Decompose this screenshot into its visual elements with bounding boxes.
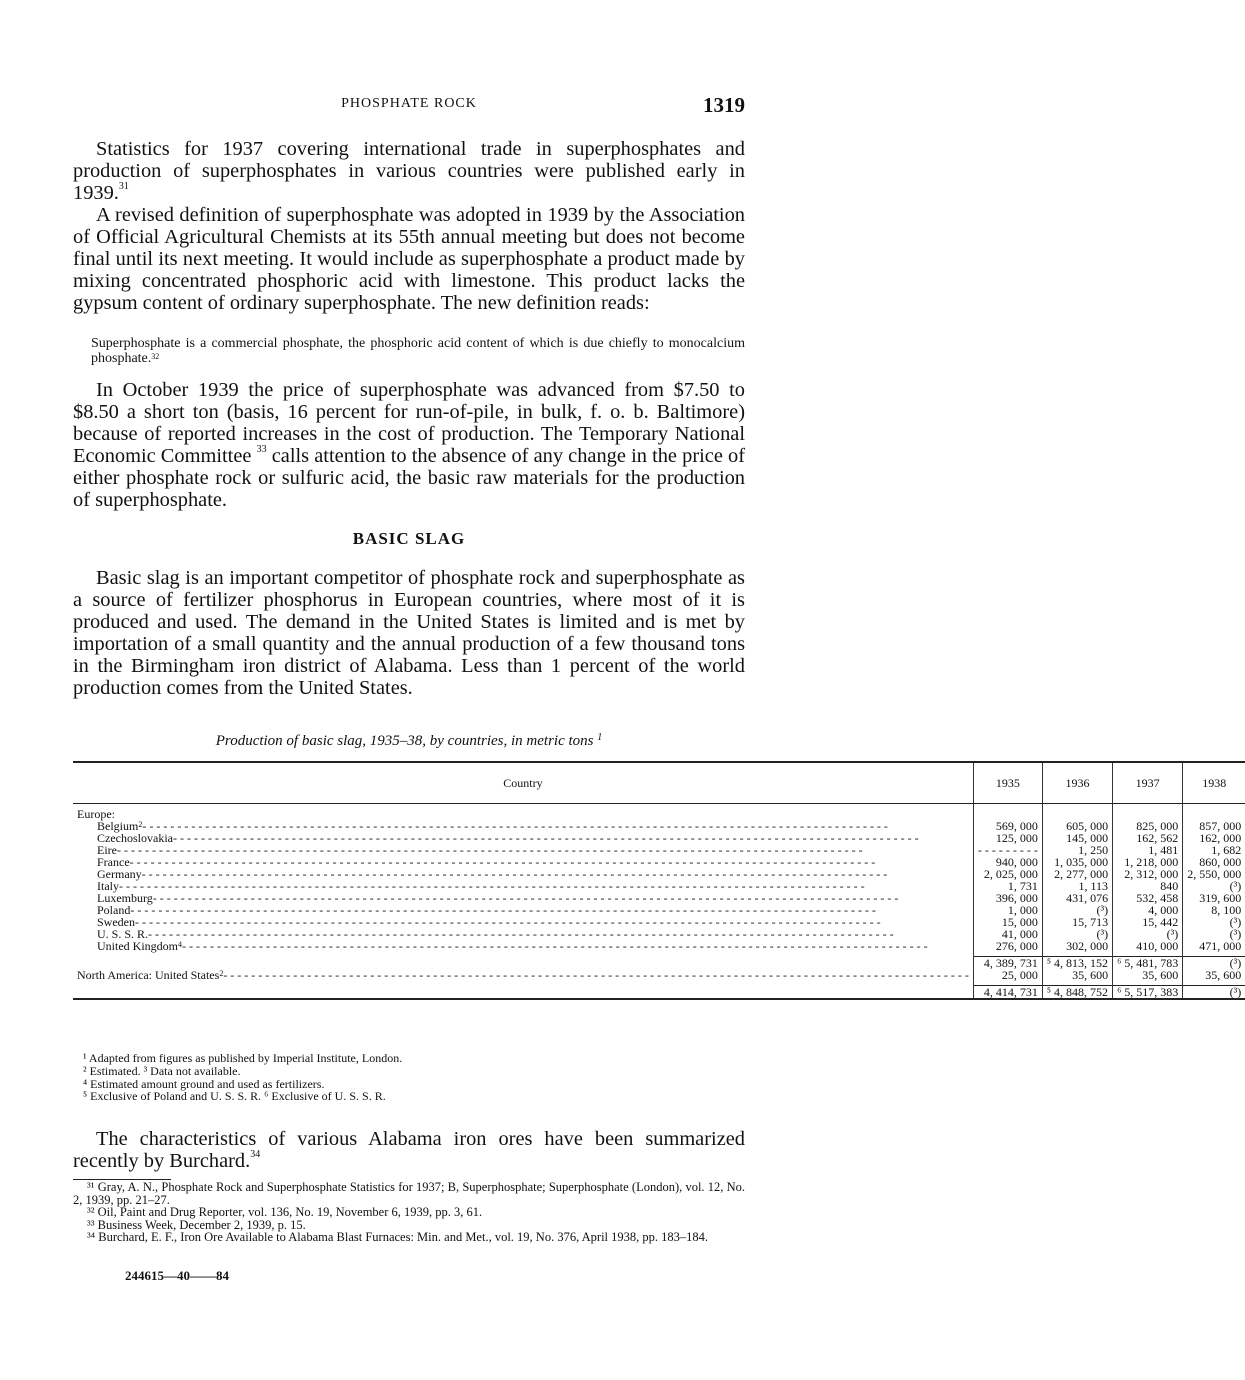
value-cell: 25, 000	[973, 969, 1042, 981]
column-header: 1935	[973, 762, 1042, 804]
value-cell: (³)	[1183, 916, 1245, 928]
value-cell: 840	[1113, 880, 1183, 892]
subtotal-cell: (³)	[1183, 957, 1245, 970]
table-title-text: Production of basic slag, 1935–38, by countries, in metric tons	[215, 733, 594, 749]
value-cell: 145, 000	[1042, 832, 1112, 844]
country-cell	[73, 969, 973, 981]
value-cell: (³)	[1183, 880, 1245, 892]
paragraph: A revised definition of superphosphate was adopted in 1939 by the Association of Official Agricultural Chemists at its 55th annual meeting but does not become final until its next meeting. It would include as superphosphate a product made by mixing concentrated phosphoric acid with limestone. This product lacks the gypsum content of ordinary superphosphate. The new definition reads:	[73, 204, 745, 315]
table-header-row	[73, 762, 1245, 804]
value-cell: - - - - - - - - -	[973, 844, 1042, 856]
table-row	[73, 969, 1245, 981]
paragraph-text: The characteristics of various Alabama iron ores have been summarized recently by Burchard.	[73, 1128, 745, 1173]
column-header: 1936	[1042, 762, 1112, 804]
value-cell: 319, 600	[1183, 892, 1245, 904]
value-cell: 2, 550, 000	[1183, 868, 1245, 880]
block-quote	[91, 337, 745, 366]
value-cell: 471, 000	[1183, 940, 1245, 952]
value-cell: 2, 277, 000	[1042, 868, 1112, 880]
value-cell: 410, 000	[1113, 940, 1183, 952]
footnote: ³⁴ Burchard, E. F., Iron Ore Available to Alabama Blast Furnaces: Min. and Met., vol. 19, No. 376, April 1938, pp. 183–184.	[87, 1230, 709, 1245]
footnote-ref: 32	[151, 351, 160, 361]
value-cell: 1, 731	[973, 880, 1042, 892]
value-cell: 1, 481	[1113, 844, 1183, 856]
country-name: Sweden	[97, 915, 135, 929]
total-row	[73, 986, 1245, 1000]
page-number: 1319	[703, 93, 745, 117]
footnote-ref: 33	[256, 444, 267, 456]
value-cell: 2, 312, 000	[1113, 868, 1183, 880]
paragraph-text: In October 1939 the price of superphosphate was advanced from $7.50 to $8.50 a short ton (basis, 16 percent for run-of-pile, in bulk, f. o. b. Baltimore) because of reported increases in the cost of production. The Temporary National Economic Committee	[73, 379, 745, 468]
value-cell: 302, 000	[1042, 940, 1112, 952]
value-cell: 1, 250	[1042, 844, 1112, 856]
running-head: PHOSPHATE ROCK	[341, 96, 477, 111]
value-cell: 1, 682	[1183, 844, 1245, 856]
subtotal-cell: 4, 389, 731	[973, 957, 1042, 970]
value-cell: 15, 713	[1042, 916, 1112, 928]
table-note: ⁵ Exclusive of Poland and U. S. S. R. ⁶ Exclusive of U. S. S. R.	[83, 1089, 386, 1104]
leader-dots	[182, 940, 969, 952]
table-notes	[83, 1052, 402, 1103]
value-cell: (³)	[1042, 904, 1112, 916]
column-header: 1938	[1183, 762, 1245, 804]
value-cell: 8, 100	[1183, 904, 1245, 916]
value-cell: 41, 000	[973, 928, 1042, 940]
value-cell: 1, 218, 000	[1113, 856, 1183, 868]
value-cell: 35, 600	[1183, 969, 1245, 981]
footnote-ref: 2	[219, 969, 224, 978]
value-cell: 162, 562	[1113, 832, 1183, 844]
paragraph	[73, 379, 745, 512]
country-name: North America: United States	[77, 968, 220, 982]
country-name: U. S. S. R.	[97, 927, 149, 941]
paragraph-text: Statistics for 1937 covering international trade in superphosphates and production of superphosphates in various countries were published early in 1939.	[73, 138, 745, 205]
leader-dots	[223, 969, 969, 981]
footnote-ref: 1	[597, 732, 603, 743]
footnotes	[73, 1181, 745, 1244]
value-cell: 162, 000	[1183, 832, 1245, 844]
value-cell: 2, 025, 000	[973, 868, 1042, 880]
quote-text: Superphosphate is a commercial phosphate, the phosphoric acid content of which is due chiefly to monocalcium phosphate.	[91, 336, 745, 366]
value-cell: 1, 035, 000	[1042, 856, 1112, 868]
total-cell: 4, 414, 731	[973, 986, 1042, 1000]
column-header: 1937	[1113, 762, 1183, 804]
value-cell: 940, 000	[973, 856, 1042, 868]
footnote: ³¹ Gray, A. N., Phosphate Rock and Superphosphate Statistics for 1937; B, Superphosphate; Superphosphate (London), vol. 12, No. 2, 1939, pp. 21–27.	[73, 1180, 745, 1207]
value-cell: 15, 000	[973, 916, 1042, 928]
value-cell: 1, 000	[973, 904, 1042, 916]
table-note: ¹ Adapted from figures as published by Imperial Institute, London.	[83, 1051, 403, 1065]
data-table	[73, 761, 1245, 1000]
paragraph: Basic slag is an important competitor of phosphate rock and superphosphate as a source of fertilizer phosphorus in European countries, where most of it is produced and used. The demand in the United States is limited and is met by importation of a small quantity and the annual production of a few thousand tons in the Birmingham iron district of Alabama. Less than 1 percent of the world production comes from the United States.	[73, 567, 745, 700]
value-cell: (³)	[1113, 928, 1183, 940]
value-cell: 532, 458	[1113, 892, 1183, 904]
region-label: Europe:	[77, 807, 115, 821]
paragraph	[73, 1128, 745, 1172]
value-cell: 15, 442	[1113, 916, 1183, 928]
value-cell: (³)	[1183, 928, 1245, 940]
section-heading: BASIC SLAG	[352, 529, 466, 548]
value-cell: 825, 000	[1113, 820, 1183, 832]
table-row	[73, 940, 1245, 952]
footnote-ref: 4	[178, 940, 182, 949]
country-name: Italy	[97, 879, 119, 893]
value-cell: 35, 600	[1113, 969, 1183, 981]
table-note: ⁴ Estimated amount ground and used as fertilizers.	[83, 1076, 325, 1091]
value-cell: 276, 000	[973, 940, 1042, 952]
total-cell: (³)	[1183, 986, 1245, 1000]
value-cell: 569, 000	[973, 820, 1042, 832]
value-cell: 4, 000	[1113, 904, 1183, 916]
footnote-ref: 34	[250, 1149, 261, 1161]
paragraph	[73, 138, 745, 204]
country-name: Germany	[97, 867, 142, 881]
footnote-ref: 31	[118, 181, 129, 193]
print-code: 244615—40——84	[125, 1268, 229, 1283]
page-header	[73, 93, 745, 117]
country-cell	[73, 940, 973, 952]
value-cell: 857, 000	[1183, 820, 1245, 832]
value-cell: (³)	[1042, 928, 1112, 940]
value-cell: 35, 600	[1042, 969, 1112, 981]
country-name: Poland	[97, 903, 131, 917]
value-cell: 860, 000	[1183, 856, 1245, 868]
total-cell: ⁶ 5, 517, 383	[1113, 986, 1183, 1000]
value-cell: 605, 000	[1042, 820, 1112, 832]
value-cell: 125, 000	[973, 832, 1042, 844]
value-cell: 1, 113	[1042, 880, 1112, 892]
footnote-ref: 2	[138, 820, 143, 829]
paragraph-text: calls attention to the absence of any change in the price of either phosphate rock or sulfuric acid, the basic raw materials for the production of superphosphate.	[73, 445, 745, 512]
country-name: Luxemburg	[97, 891, 153, 905]
value-cell: 396, 000	[973, 892, 1042, 904]
subtotal-cell: ⁶ 5, 481, 783	[1113, 957, 1183, 970]
country-name: Czechoslovakia	[97, 831, 173, 845]
table-note: ² Estimated. ³ Data not available.	[83, 1063, 241, 1078]
subtotal-cell: ⁵ 4, 813, 152	[1042, 957, 1112, 970]
table-title	[73, 733, 745, 750]
footnote: ³³ Business Week, December 2, 1939, p. 15.	[87, 1217, 306, 1232]
country-name: France	[97, 855, 130, 869]
country-name: United Kingdom	[97, 939, 178, 953]
footnote: ³² Oil, Paint and Drug Reporter, vol. 136, No. 19, November 6, 1939, pp. 3, 61.	[87, 1205, 483, 1220]
total-cell: ⁵ 4, 848, 752	[1042, 986, 1112, 1000]
value-cell: 431, 076	[1042, 892, 1112, 904]
column-header: Country	[73, 762, 973, 804]
country-name: Eire	[97, 843, 117, 857]
country-name: Belgium	[97, 819, 139, 833]
